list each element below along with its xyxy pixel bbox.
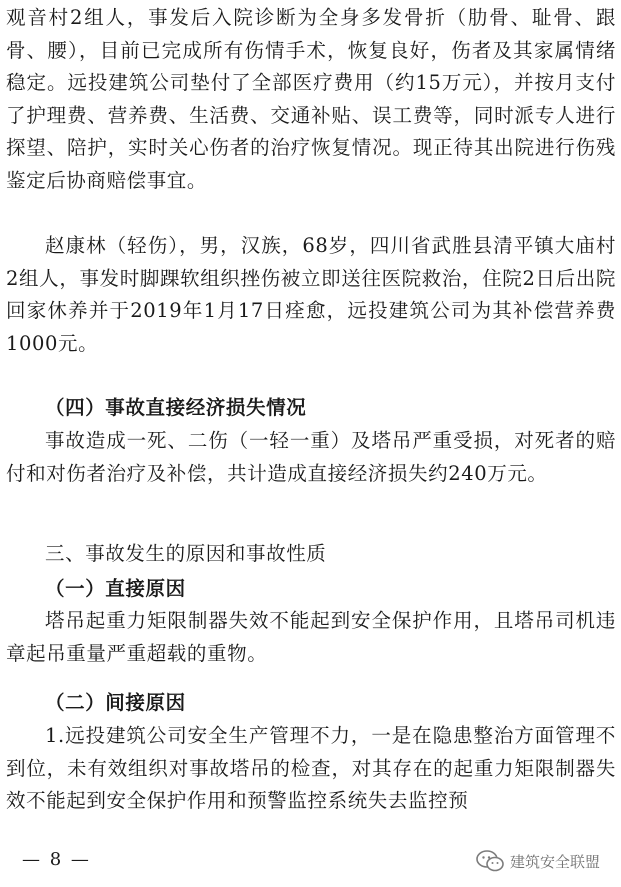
paragraph-injury-light: 赵康林（轻伤），男，汉族，68岁，四川省武胜县清平镇大庙村2组人，事发时脚踝软组织挫伤被立即送往医院救治，住院2日后出院回家休养并于2019年1月17日痊愈，远投建筑公司为其补偿营养费1000元。 [6,234,616,355]
watermark [476,850,600,872]
heading-causes: 三、事故发生的原因和事故性质 [45,542,327,565]
wechat-icon [476,850,504,872]
watermark-text: 建筑安全联盟 [510,852,601,871]
paragraph-indirect-cause: 1.远投建筑公司安全生产管理不力，一是在隐患整治方面管理不到位，未有效组织对事故塔吊的检查，对其存在的起重力矩限制器失效不能起到安全保护作用和预警监控系统失去监控预 [6,724,616,812]
heading-economic-loss: （四）事故直接经济损失情况 [45,396,307,419]
paragraph-injury-serious: 观音村2组人，事发后入院诊断为全身多发骨折（肋骨、耻骨、跟骨、腰），目前已完成所有伤情手术，恢复良好，伤者及其家属情绪稳定。远投建筑公司垫付了全部医疗费用（约15万元），并按月支付了护理费、营养费、生活费、交通补贴、误工费等，同时派专人进行探望、陪护，实时关心伤者的治疗恢复情况。现正待其出院进行伤残鉴定后协商赔偿事宜。 [6,6,616,192]
heading-direct-cause: （一）直接原因 [45,577,186,600]
page-number: — 8 — [22,849,91,870]
heading-indirect-cause: （二）间接原因 [45,691,186,714]
paragraph-direct-cause: 塔吊起重力矩限制器失效不能起到安全保护作用，且塔吊司机违章起吊重量严重超载的重物。 [6,609,616,665]
paragraph-economic-loss: 事故造成一死、二伤（一轻一重）及塔吊严重受损，对死者的赔付和对伤者治疗及补偿，共计造成直接经济损失约240万元。 [6,429,616,485]
